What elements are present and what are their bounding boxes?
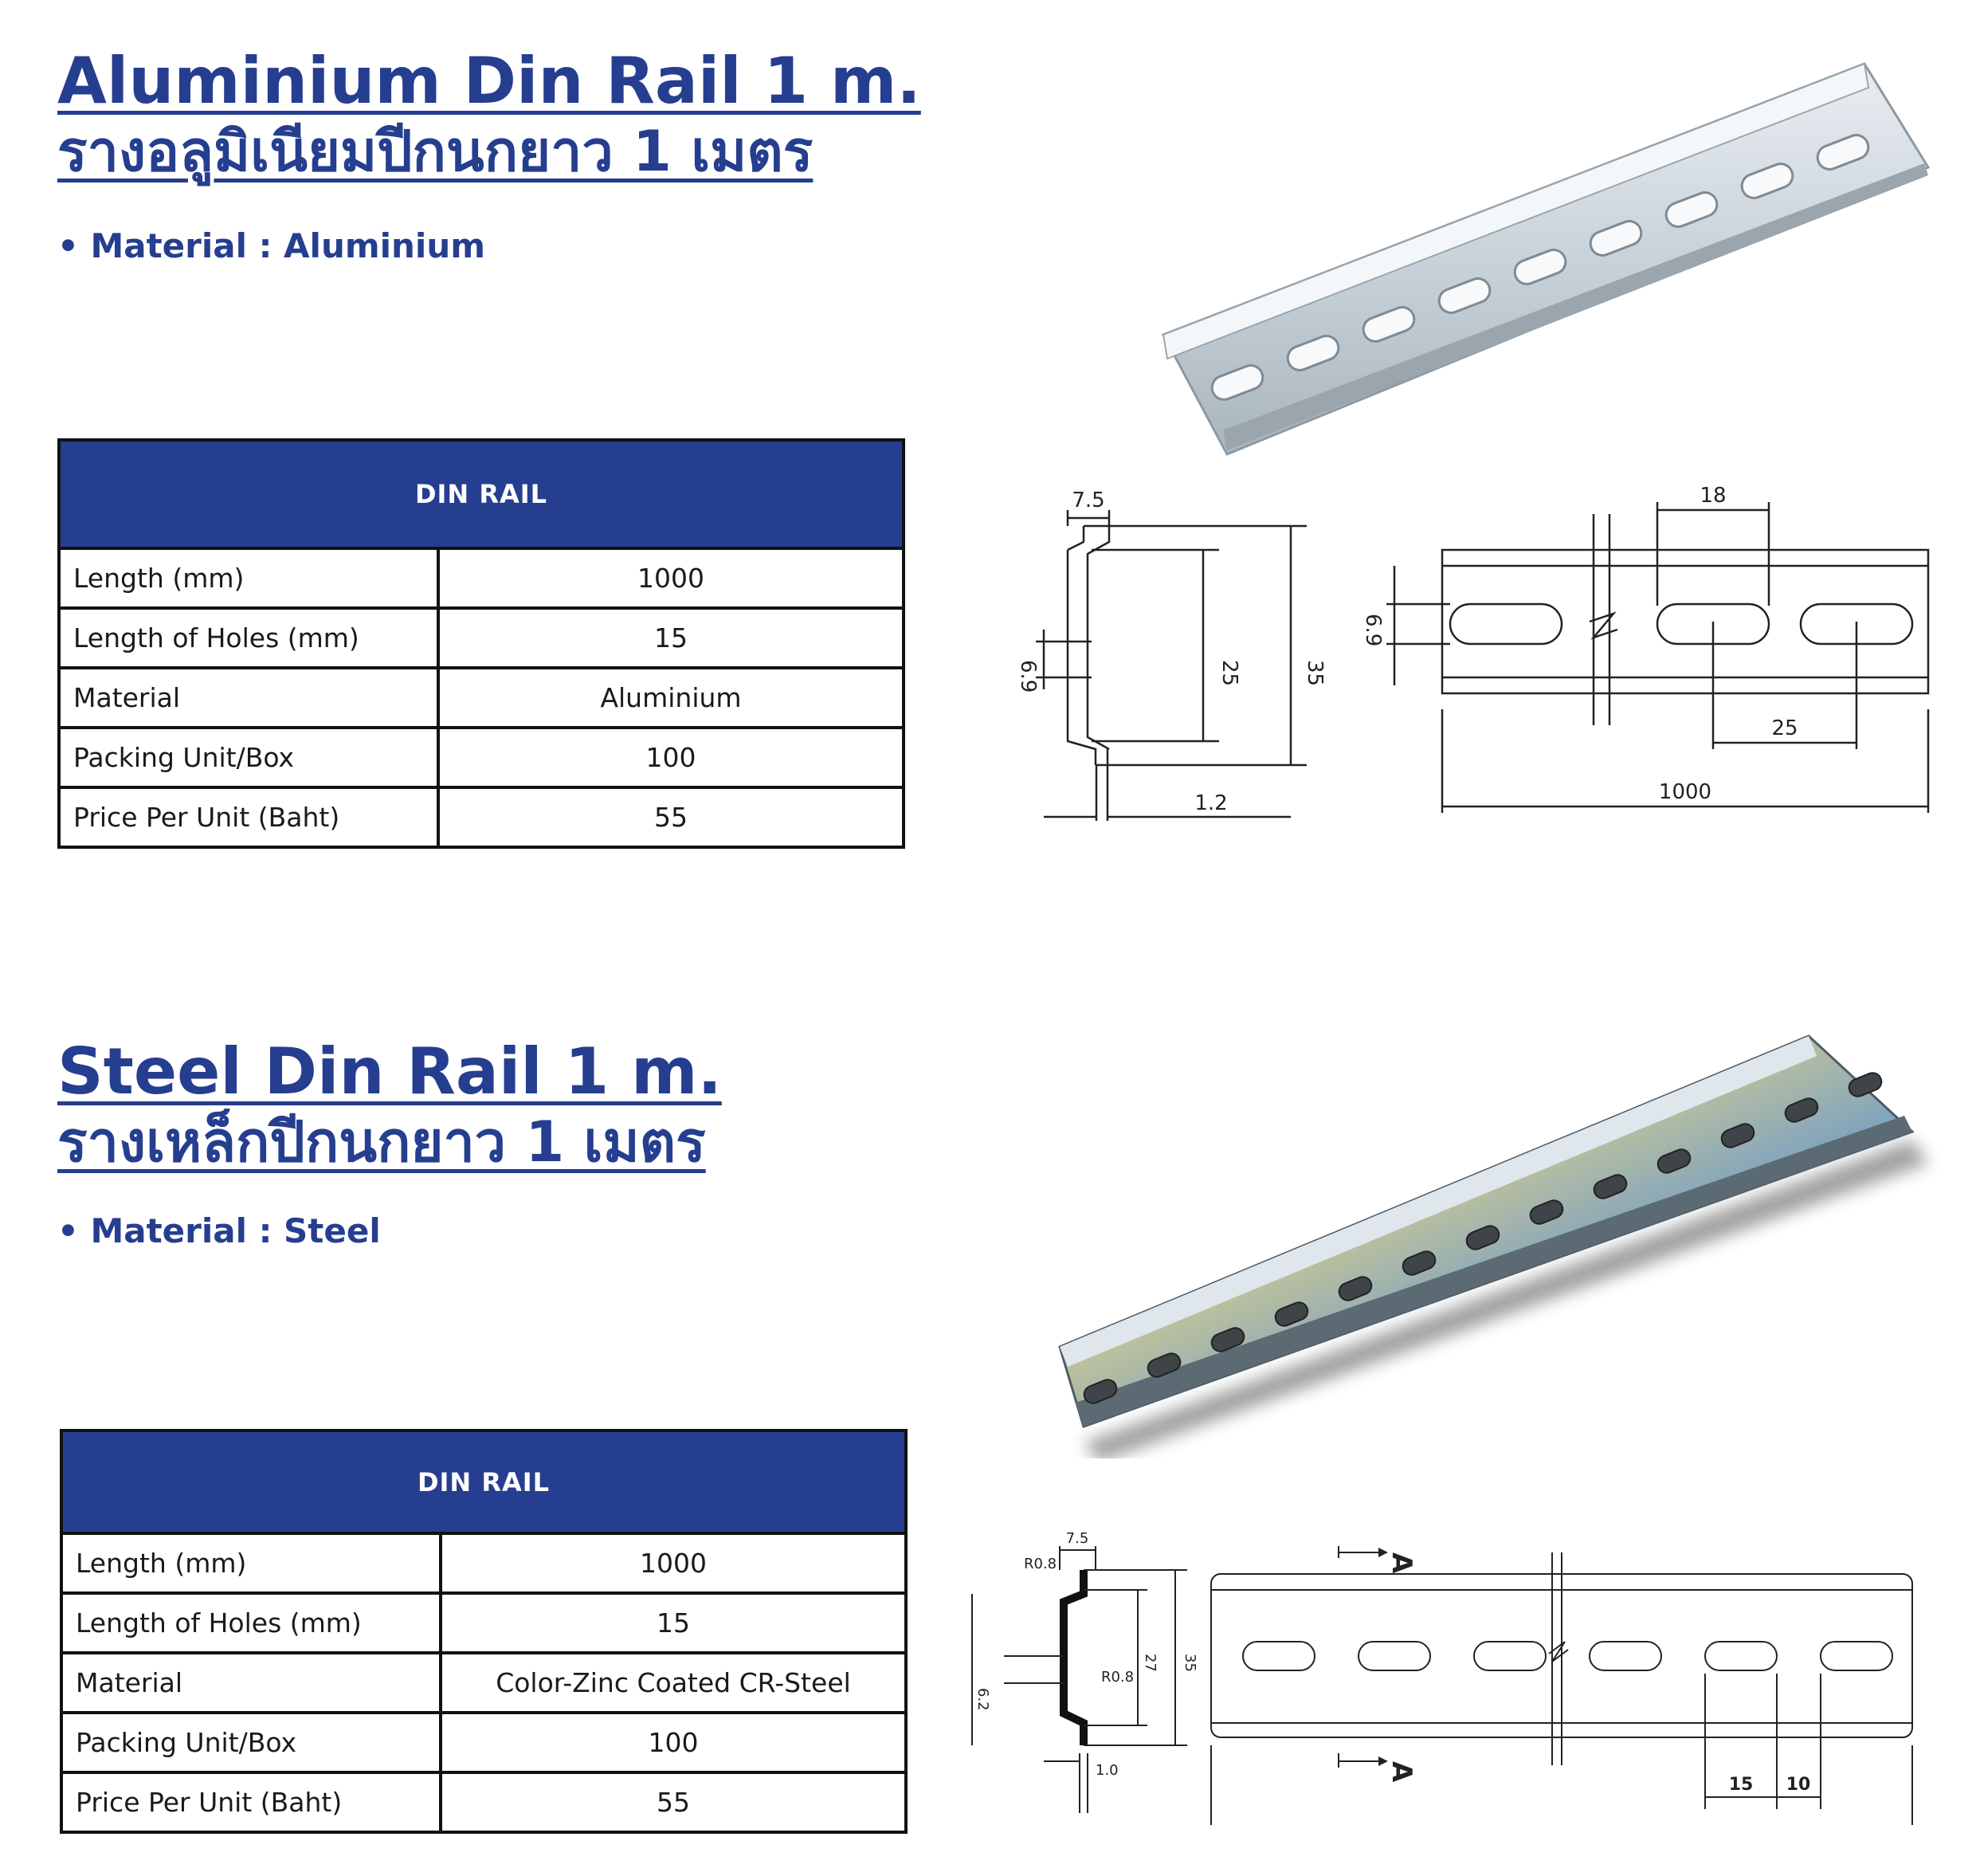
dim-slot-width: 6.2	[974, 1688, 991, 1711]
row-value: 100	[441, 1713, 906, 1772]
steel-rail-photo	[1052, 1028, 1944, 1458]
row-value: 15	[441, 1593, 906, 1653]
table-header: DIN RAIL	[61, 1431, 906, 1533]
table-row	[61, 1713, 906, 1772]
row-label: Material	[59, 668, 438, 728]
steel-spec-table	[60, 1429, 908, 1834]
dim-inner-height: 27	[1142, 1654, 1159, 1672]
row-label: Packing Unit/Box	[61, 1713, 441, 1772]
steel-title-th: รางเหล็กปีกนกยาว 1 เมตร	[57, 1109, 706, 1175]
dim-radius-top: R0.8	[1024, 1556, 1057, 1572]
table-row	[59, 608, 904, 668]
aluminium-material-bullet: • Material : Aluminium	[57, 226, 485, 265]
table-row	[59, 548, 904, 608]
table-row	[61, 1533, 906, 1593]
dim-total-height: 35	[1182, 1654, 1198, 1672]
dim-inner-height: 25	[1217, 660, 1241, 687]
steel-title-en: Steel Din Rail 1 m.	[57, 1034, 722, 1109]
row-label: Length of Holes (mm)	[61, 1593, 441, 1653]
row-value: Color-Zinc Coated CR-Steel	[441, 1653, 906, 1713]
row-value: 1000	[438, 548, 904, 608]
aluminium-title-th: รางอลูมิเนียมปีกนกยาว 1 เมตร	[57, 119, 814, 184]
row-label: Length (mm)	[59, 548, 438, 608]
row-value: 55	[438, 787, 904, 847]
steel-dimension-drawing	[956, 1514, 1944, 1833]
row-label: Price Per Unit (Baht)	[59, 787, 438, 847]
table-row	[61, 1593, 906, 1653]
dim-rail-length: 1000	[1658, 780, 1712, 804]
table-row	[61, 1772, 906, 1832]
aluminium-dimension-drawing	[980, 478, 1952, 829]
aluminium-title-en: Aluminium Din Rail 1 m.	[57, 44, 921, 118]
dim-slot-width: 6.9	[1016, 660, 1040, 693]
dim-slot-length: 15	[1728, 1775, 1754, 1795]
dim-radius-inner: R0.8	[1101, 1669, 1135, 1686]
dim-total-height: 35	[1303, 660, 1327, 687]
aluminium-spec-table	[57, 438, 905, 849]
dim-slot-length: 18	[1700, 484, 1727, 508]
table-row	[59, 728, 904, 787]
row-value: 55	[441, 1772, 906, 1832]
row-value: 100	[438, 728, 904, 787]
row-label: Packing Unit/Box	[59, 728, 438, 787]
row-label: Price Per Unit (Baht)	[61, 1772, 441, 1832]
dim-slot-pitch: 25	[1771, 716, 1798, 740]
dim-profile-width: 7.5	[1072, 489, 1105, 512]
section-mark-top: A	[1386, 1552, 1417, 1574]
row-value: 1000	[441, 1533, 906, 1593]
dim-slot-gap: 10	[1786, 1775, 1811, 1795]
row-value: 15	[438, 608, 904, 668]
dim-thickness: 1.0	[1096, 1762, 1119, 1779]
section-mark-bottom: A	[1386, 1761, 1417, 1783]
table-header: DIN RAIL	[59, 440, 904, 548]
row-label: Length of Holes (mm)	[59, 608, 438, 668]
table-row	[61, 1653, 906, 1713]
dim-thickness: 1.2	[1194, 791, 1228, 815]
table-row	[59, 787, 904, 847]
aluminium-rail-photo	[1147, 56, 1936, 470]
dim-slot-width-long: 6.9	[1361, 614, 1385, 647]
steel-material-bullet: • Material : Steel	[57, 1211, 381, 1250]
row-label: Material	[61, 1653, 441, 1713]
row-label: Length (mm)	[61, 1533, 441, 1593]
row-value: Aluminium	[438, 668, 904, 728]
table-row	[59, 668, 904, 728]
dim-profile-width: 7.5	[1065, 1530, 1089, 1547]
